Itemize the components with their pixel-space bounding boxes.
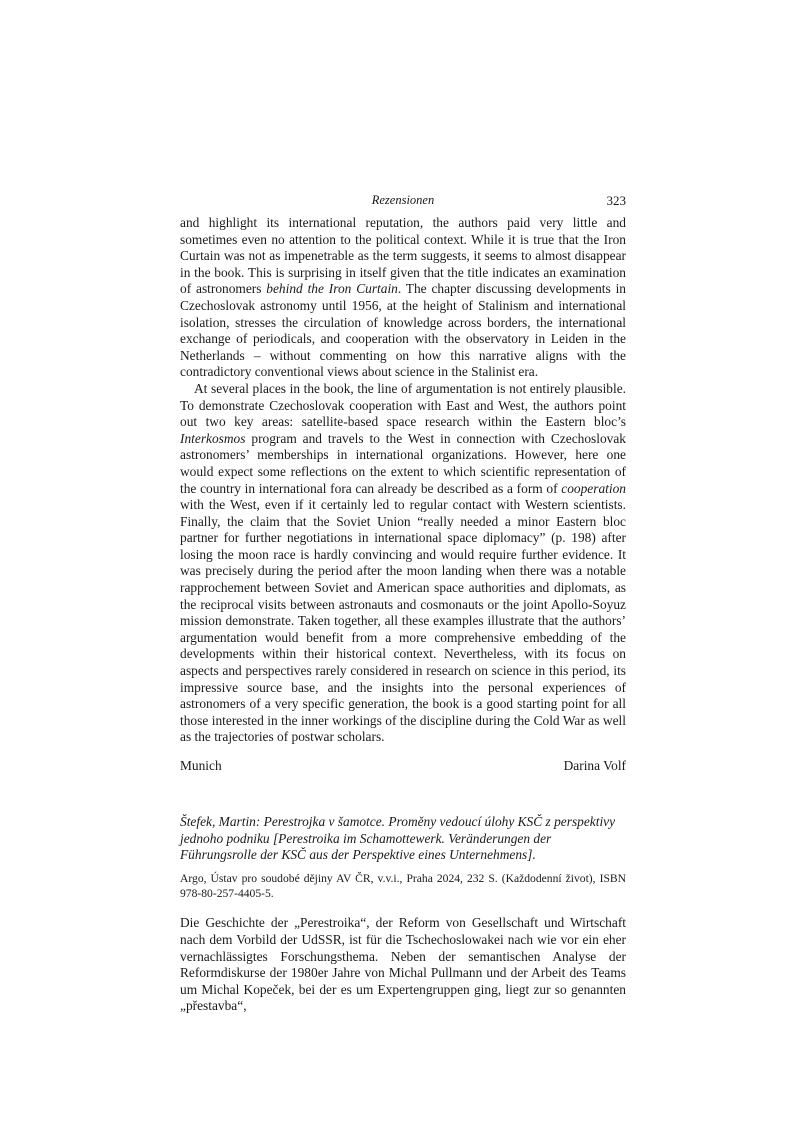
text-run: with the West, even if it certainly led to regular contact with Western scientists. Finally, the claim that the Soviet Union “really needed a minor Eastern bloc partner for further negotiations in international space diplomacy” (p. 198) after losing the moon race is hardly convincing and would require further evidence. It was precisely during the period after the moon landing when there was a notable rapprochement between Soviet and American space authorities and diplomats, as the reciprocal visits between astronauts and cosmonauts or the joint Apollo-Soyuz mission demonstrate. Taken together, all these examples illustrate that the authors’ argumentation would benefit from a more comprehensive embedding of the developments within their historical context. Nevertheless, with its focus on aspects and perspectives rarely considered in research on science in this period, its impressive source base, and the insights into the personal experiences of astronomers of a very specific generation, the book is a good starting point for all those interested in the inner workings of the discipline during the Cold War as well as the trajectories of postwar scholars. [180, 497, 626, 745]
paragraph [180, 215, 626, 381]
journal-page [180, 193, 626, 1015]
italic-phrase: behind the Iron Curtain [266, 281, 398, 297]
page-number: 323 [606, 193, 626, 208]
text-run: At several places in the book, the line of argumentation is not entirely plausible. To demonstrate Czechoslovak cooperation with East and West, the authors point out two key areas: satellite-based space research within the Eastern bloc’s [180, 380, 626, 430]
review-place: Munich [180, 758, 222, 773]
paragraph [180, 381, 626, 746]
review-body [180, 215, 626, 746]
running-head [180, 193, 626, 215]
publication-details: Argo, Ústav pro soudobé dějiny AV ČR, v.v.i., Praha 2024, 232 S. (Každodenní život), ISBN 978-80-257-4405-5. [180, 871, 626, 900]
italic-phrase: cooperation [561, 480, 626, 496]
paragraph: Die Geschichte der „Perestroika“, der Reform von Gesellschaft und Wirtschaft nach dem Vorbild der UdSSR, ist für die Tschechoslowakei nach wie vor ein eher vernachlässigtes Forschungsthema. Neben der semantischen Analyse der Reformdiskurse der 1980er Jahre von Michal Pullmann und der Arbeit des Teams um Michal Kopeček, bei der es um Expertengruppen ging, liegt zur so genannten „přestavba“, [180, 915, 626, 1014]
text-run: . The chapter discussing developments in Czechoslovak astronomy until 1956, at the height of Stalinism and international isolation, stresses the circulation of knowledge across borders, the international exchange of periodicals, and cooperation with the observatory in Leiden in the Netherlands – without commenting on how this narrative aligns with the contradictory conventional views about science in the Stalinist era. [180, 281, 626, 380]
review-signature [180, 758, 626, 774]
section-title: Rezensionen [371, 193, 435, 207]
review-author: Darina Volf [563, 758, 626, 773]
italic-phrase: Interkosmos [180, 430, 246, 446]
reviewed-book-title: Štefek, Martin: Perestrojka v šamotce. Proměny vedoucí úlohy KSČ z perspektivy jednoho podniku [Perestroika im Schamottewerk. Veränderungen der Führungsrolle der KSČ aus der Perspektive eines Unternehmens]. [180, 814, 616, 863]
text-run: program and travels to the West in connection with Czechoslovak astronomers’ memberships in international organizations. However, here one would expect some reflections on the extent to which scientific representation of the country in international fora can already be described as a form of [180, 430, 626, 496]
text-run: and highlight its international reputation, the authors paid very little and sometimes even no attention to the political context. While it is true that the Iron Curtain was not as impenetrable as the term suggests, it seems to almost disappear in the book. This is surprising in itself given that the title indicates an examination of astronomers [180, 215, 626, 297]
